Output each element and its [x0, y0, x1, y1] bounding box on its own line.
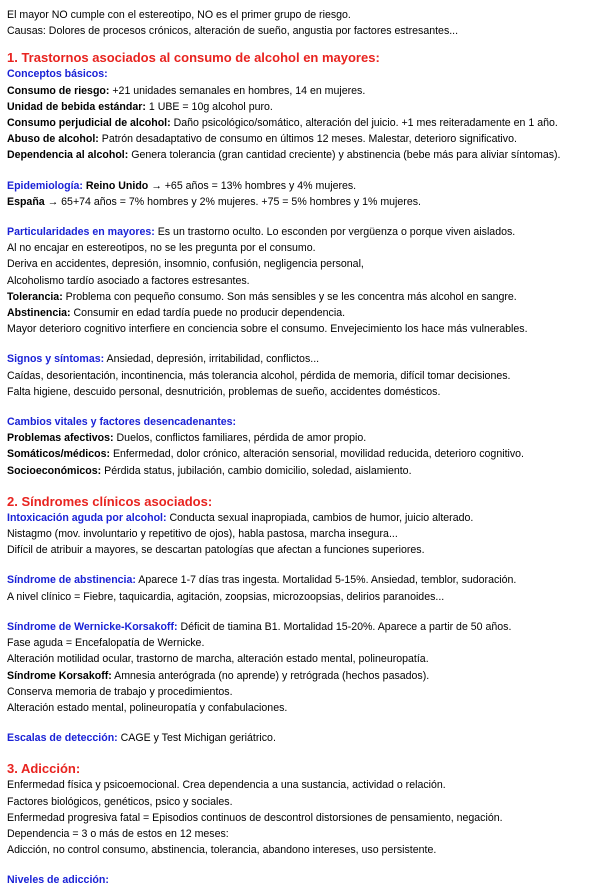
epidemiologia-heading: Epidemiología:	[7, 179, 83, 192]
text: Conducta sexual inapropiada, cambios de humor, juicio alterado.	[166, 511, 474, 524]
particularidades-tolerancia	[7, 289, 594, 305]
escalas-heading: Escalas de detección:	[7, 732, 118, 745]
conceptos-heading: Conceptos básicos:	[7, 68, 108, 81]
wernicke-line-2: Fase aguda = Encefalopatía de Wernicke.	[7, 637, 205, 650]
signos-line-3: Falta higiene, descuido personal, desnutrición, problemas de sueño, accidentes domésticos.	[7, 385, 441, 398]
intoxicacion-line-3: Difícil de atribuir a mayores, se descartan patologías que afectan a funciones superiores.	[7, 544, 425, 557]
term: Somáticos/médicos:	[7, 448, 111, 461]
term: Unidad de bebida estándar:	[7, 100, 146, 113]
intoxicacion-line-1	[7, 510, 594, 526]
section-2-title: 2. Síndromes clínicos asociados:	[7, 493, 213, 509]
wernicke-line-3: Alteración motilidad ocular, trastorno de marcha, alteración estado mental, polineuropatía.	[7, 653, 429, 666]
term: Abuso de alcohol:	[7, 133, 99, 146]
signos-line-1	[7, 351, 594, 367]
term: Tolerancia:	[7, 290, 63, 303]
text: CAGE y Test Michigan geriátrico.	[117, 732, 276, 745]
abstinencia-heading: Síndrome de abstinencia:	[7, 574, 136, 587]
definition: Duelos, conflictos familiares, pérdida de amor propio.	[113, 432, 367, 445]
intro-line-1: El mayor NO cumple con el estereotipo, NO es el primer grupo de riesgo.	[7, 9, 351, 21]
term: Problemas afectivos:	[7, 432, 114, 445]
definition: → 65+74 años = 7% hombres y 2% mujeres. +75 = 5% hombres y 1% mujeres.	[44, 195, 421, 208]
signos-line-2: Caídas, desorientación, incontinencia, más tolerancia alcohol, pérdida de memoria, difícil tomar decisiones.	[7, 369, 511, 382]
abstinencia-line-2: A nivel clínico = Fiebre, taquicardia, agitación, zoopsias, microzoopsias, delirios paranoides...	[7, 590, 445, 603]
term: Consumo perjudicial de alcohol:	[7, 117, 171, 130]
intoxicacion-heading: Intoxicación aguda por alcohol:	[7, 511, 167, 524]
wernicke-line-4: Conserva memoria de trabajo y procedimientos.	[7, 685, 233, 698]
epidemiologia-line-1	[7, 178, 594, 194]
particularidades-line-3: Deriva en accidentes, depresión, insomnio, confusión, negligencia personal,	[7, 258, 364, 271]
definition: Amnesia anterógrada (no aprende) y retrógrada (hechos pasados).	[111, 669, 430, 682]
term: Abstinencia:	[7, 307, 71, 320]
term: Socioeconómicos:	[7, 464, 102, 477]
term: Reino Unido	[82, 179, 149, 192]
term: Dependencia al alcohol:	[7, 149, 129, 162]
korsakoff-line	[7, 668, 594, 684]
concept-abuso	[7, 131, 594, 147]
particularidades-abstinencia	[7, 305, 594, 321]
particularidades-line-1	[7, 224, 594, 240]
definition: → +65 años = 13% hombres y 4% mujeres.	[148, 179, 357, 192]
cambios-afectivos	[7, 430, 594, 446]
cambios-socioeconomicos	[7, 463, 594, 479]
concept-dependencia	[7, 147, 594, 163]
signos-heading: Signos y síntomas:	[7, 353, 105, 366]
adiccion-line-4: Dependencia = 3 o más de estos en 12 meses:	[7, 827, 229, 840]
wernicke-line-1	[7, 619, 594, 635]
definition: Pérdida status, jubilación, cambio domicilio, soledad, aislamiento.	[101, 464, 412, 477]
wernicke-heading: Síndrome de Wernicke-Korsakoff:	[7, 620, 178, 633]
text: Es un trastorno oculto. Lo esconden por vergüenza o porque viven aislados.	[154, 226, 516, 239]
epidemiologia-line-2	[7, 194, 594, 210]
text: Déficit de tiamina B1. Mortalidad 15-20%. Aparece a partir de 50 años.	[177, 620, 512, 633]
term: Síndrome Korsakoff:	[7, 669, 112, 682]
text: Aparece 1-7 días tras ingesta. Mortalidad 5-15%. Ansiedad, temblor, sudoración.	[135, 574, 517, 587]
definition: +21 unidades semanales en hombres, 14 en mujeres.	[109, 84, 366, 97]
adiccion-line-3: Enfermedad progresiva fatal = Episodios continuos de descontrol distorsiones de pensamiento, negación.	[7, 811, 503, 824]
term: España	[7, 195, 45, 208]
cambios-heading: Cambios vitales y factores desencadenantes:	[7, 416, 237, 429]
particularidades-line-5: Mayor deterioro cognitivo interfiere en conciencia sobre el consumo. Envejecimiento los hace más vulnerables.	[7, 323, 528, 336]
section-1-title: 1. Trastornos asociados al consumo de alcohol en mayores:	[7, 50, 380, 66]
concept-ube	[7, 99, 594, 115]
concept-consumo-riesgo	[7, 83, 594, 99]
term: Consumo de riesgo:	[7, 84, 110, 97]
cambios-somaticos	[7, 446, 594, 462]
intro-line-2: Causas: Dolores de procesos crónicos, alteración de sueño, angustia por factores estresantes...	[7, 25, 459, 38]
definition: Patrón desadaptativo de consumo en últimos 12 meses. Malestar, deterioro significativo.	[98, 133, 517, 146]
definition: Problema con pequeño consumo. Son más sensibles y se les concentra más alcohol en sangre.	[62, 290, 517, 303]
definition: 1 UBE = 10g alcohol puro.	[145, 100, 273, 113]
particularidades-heading: Particularidades en mayores:	[7, 226, 155, 239]
escalas-line	[7, 730, 594, 746]
niveles-heading: Niveles de adicción:	[7, 874, 109, 887]
definition: Enfermedad, dolor crónico, alteración sensorial, movilidad reducida, deterioro cognitivo.	[110, 448, 524, 461]
definition: Genera tolerancia (gran cantidad creciente) y abstinencia (bebe más para aliviar síntomas).	[128, 149, 561, 162]
wernicke-line-5: Alteración estado mental, polineuropatía y confabulaciones.	[7, 701, 288, 714]
particularidades-line-4: Alcoholismo tardío asociado a factores estresantes.	[7, 274, 250, 287]
adiccion-line-1: Enfermedad física y psicoemocional. Crea dependencia a una sustancia, actividad o relación.	[7, 779, 446, 792]
intoxicacion-line-2: Nistagmo (mov. involuntario y repetitivo de ojos), habla pastosa, marcha insegura...	[7, 528, 398, 541]
adiccion-line-5: Adicción, no control consumo, abstinencia, tolerancia, abandono intereses, uso persistente.	[7, 844, 437, 857]
definition: Consumir en edad tardía puede no producir dependencia.	[70, 307, 346, 320]
section-3-title: 3. Adicción:	[7, 761, 81, 777]
definition: Daño psicológico/somático, alteración del juicio. +1 mes reiteradamente en 1 año.	[170, 117, 558, 130]
abstinencia-line-1	[7, 572, 594, 588]
adiccion-line-2: Factores biológicos, genéticos, psico y sociales.	[7, 795, 233, 808]
text: Ansiedad, depresión, irritabilidad, conflictos...	[104, 353, 320, 366]
particularidades-line-2: Al no encajar en estereotipos, no se les pregunta por el consumo.	[7, 242, 316, 255]
concept-consumo-perjudicial	[7, 115, 594, 131]
